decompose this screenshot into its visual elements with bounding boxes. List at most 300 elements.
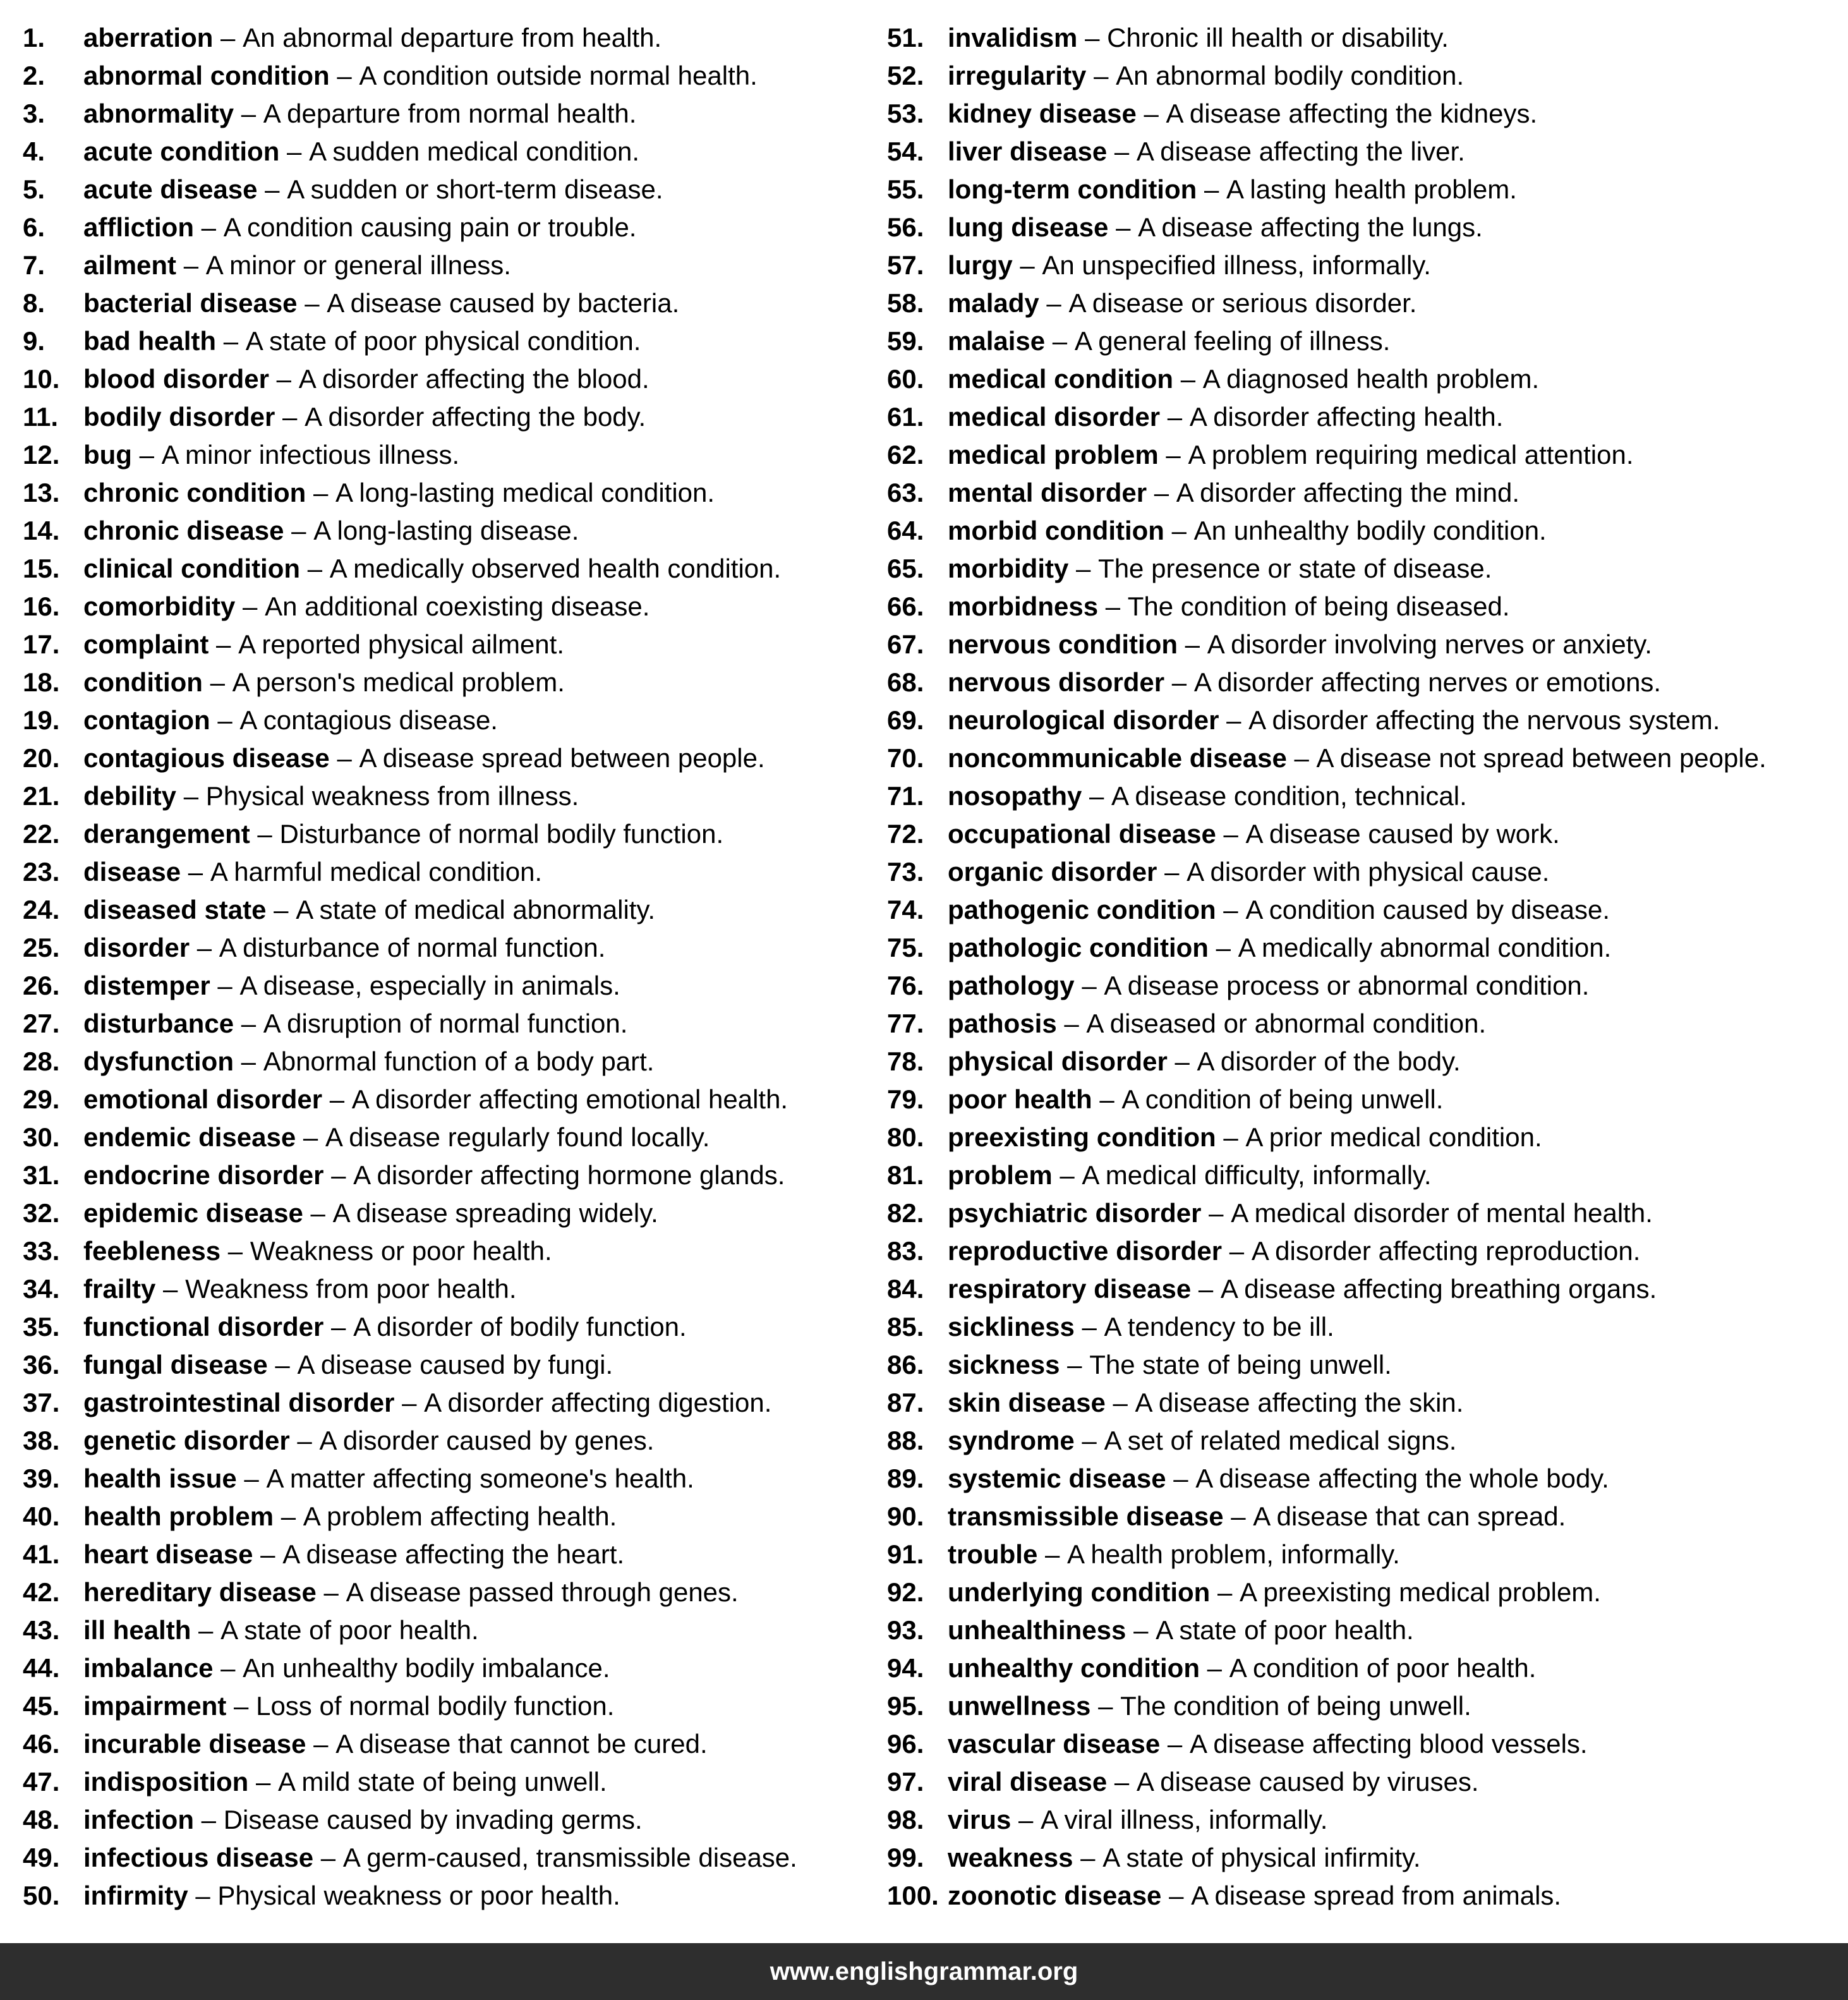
- item-definition: A long-lasting disease.: [313, 516, 579, 545]
- item-separator: –: [284, 516, 314, 545]
- item-definition: A disorder affecting nerves or emotions.: [1193, 667, 1662, 697]
- list-item: [23, 57, 869, 95]
- item-separator: –: [176, 781, 206, 811]
- list-item: [23, 398, 869, 436]
- item-term: psychiatric disorder: [948, 1198, 1202, 1228]
- item-number: 82.: [887, 1198, 924, 1228]
- list-item: [887, 1346, 1835, 1384]
- item-number: 67.: [887, 629, 924, 659]
- item-term: morbidness: [948, 591, 1099, 621]
- item-number: 1.: [23, 23, 45, 52]
- item-definition: An unhealthy bodily condition.: [1193, 516, 1547, 545]
- item-term: impairment: [83, 1691, 227, 1721]
- list-item: [23, 1081, 869, 1118]
- item-number: 37.: [23, 1388, 60, 1417]
- item-separator: –: [1216, 895, 1246, 924]
- item-definition: A condition causing pain or trouble.: [223, 212, 637, 242]
- list-item: [23, 1649, 869, 1687]
- item-definition: The state of being unwell.: [1089, 1350, 1392, 1379]
- item-definition: A disease not spread between people.: [1316, 743, 1766, 773]
- item-number: 8.: [23, 288, 45, 318]
- list-item: [887, 626, 1835, 664]
- item-separator: –: [234, 99, 263, 128]
- item-separator: –: [234, 1046, 263, 1076]
- item-term: disturbance: [83, 1009, 234, 1038]
- item-number: 98.: [887, 1805, 924, 1834]
- list-item: [23, 777, 869, 815]
- list-item: [887, 19, 1835, 57]
- list-item: [23, 1801, 869, 1839]
- item-number: 28.: [23, 1046, 60, 1076]
- list-item: [887, 777, 1835, 815]
- item-definition: A disorder affecting emotional health.: [351, 1084, 788, 1114]
- item-number: 33.: [23, 1236, 60, 1266]
- item-separator: –: [1222, 1236, 1252, 1266]
- list-item: [887, 1005, 1835, 1043]
- list-item: [887, 284, 1835, 322]
- item-term: endocrine disorder: [83, 1160, 324, 1190]
- list-item: [23, 246, 869, 284]
- item-term: ill health: [83, 1615, 191, 1645]
- item-separator: –: [329, 61, 359, 90]
- item-definition: The presence or state of disease.: [1098, 554, 1492, 583]
- item-separator: –: [279, 136, 310, 166]
- item-separator: –: [300, 554, 330, 583]
- item-separator: –: [210, 971, 240, 1000]
- item-number: 74.: [887, 895, 924, 924]
- item-number: 38.: [23, 1426, 60, 1455]
- list-item: [23, 284, 869, 322]
- item-number: 94.: [887, 1653, 924, 1683]
- item-definition: A matter affecting someone's health.: [266, 1464, 694, 1493]
- item-term: respiratory disease: [948, 1274, 1192, 1304]
- item-term: fungal disease: [83, 1350, 268, 1379]
- item-definition: An additional coexisting disease.: [265, 591, 650, 621]
- item-term: long-term condition: [948, 174, 1197, 204]
- item-separator: –: [1060, 1350, 1090, 1379]
- item-separator: –: [155, 1274, 186, 1304]
- item-definition: A disturbance of normal function.: [219, 933, 606, 962]
- list-item: [887, 398, 1835, 436]
- item-definition: A disease spreading widely.: [332, 1198, 658, 1228]
- list-item: [887, 1877, 1835, 1915]
- item-number: 29.: [23, 1084, 60, 1114]
- item-separator: –: [213, 1653, 243, 1683]
- item-number: 53.: [887, 99, 924, 128]
- list-item: [23, 322, 869, 360]
- item-term: nosopathy: [948, 781, 1082, 811]
- item-term: comorbidity: [83, 591, 236, 621]
- item-term: infectious disease: [83, 1843, 314, 1872]
- list-item: [887, 1232, 1835, 1270]
- item-term: functional disorder: [83, 1312, 324, 1342]
- list-item: [887, 1573, 1835, 1611]
- item-definition: A diagnosed health problem.: [1202, 364, 1540, 394]
- item-definition: A preexisting medical problem.: [1240, 1577, 1601, 1607]
- list-item: [887, 853, 1835, 891]
- item-separator: –: [1166, 1464, 1196, 1493]
- item-term: physical disorder: [948, 1046, 1168, 1076]
- item-number: 21.: [23, 781, 60, 811]
- item-definition: An abnormal bodily condition.: [1116, 61, 1465, 90]
- item-term: poor health: [948, 1084, 1092, 1114]
- item-number: 32.: [23, 1198, 60, 1228]
- item-number: 99.: [887, 1843, 924, 1872]
- item-definition: A problem affecting health.: [303, 1501, 617, 1531]
- item-definition: A sudden medical condition.: [309, 136, 640, 166]
- item-definition: A state of poor health.: [1156, 1615, 1414, 1645]
- item-term: lung disease: [948, 212, 1109, 242]
- item-term: skin disease: [948, 1388, 1106, 1417]
- item-separator: –: [1223, 1501, 1253, 1531]
- item-number: 17.: [23, 629, 60, 659]
- item-definition: A viral illness, informally.: [1041, 1805, 1328, 1834]
- item-separator: –: [1074, 1426, 1104, 1455]
- item-definition: A mild state of being unwell.: [278, 1767, 607, 1797]
- item-number: 41.: [23, 1539, 60, 1569]
- item-separator: –: [213, 23, 243, 52]
- item-separator: –: [1074, 1312, 1104, 1342]
- item-term: unhealthiness: [948, 1615, 1126, 1645]
- item-number: 78.: [887, 1046, 924, 1076]
- item-term: preexisting condition: [948, 1122, 1216, 1152]
- item-number: 76.: [887, 971, 924, 1000]
- word-list: [0, 19, 1848, 1915]
- item-separator: –: [210, 705, 240, 735]
- item-separator: –: [176, 250, 206, 280]
- item-term: distemper: [83, 971, 210, 1000]
- item-separator: –: [1056, 1009, 1087, 1038]
- item-definition: A disorder affecting digestion.: [424, 1388, 772, 1417]
- item-number: 89.: [887, 1464, 924, 1493]
- item-separator: –: [1216, 819, 1246, 849]
- list-item: [887, 1839, 1835, 1877]
- item-term: heart disease: [83, 1539, 253, 1569]
- list-item: [887, 891, 1835, 929]
- item-separator: –: [226, 1691, 257, 1721]
- item-number: 26.: [23, 971, 60, 1000]
- item-definition: An abnormal departure from health.: [243, 23, 662, 52]
- item-number: 35.: [23, 1312, 60, 1342]
- list-item: [23, 436, 869, 474]
- item-definition: Weakness or poor health.: [250, 1236, 552, 1266]
- list-item: [23, 550, 869, 588]
- item-separator: –: [1011, 1805, 1041, 1834]
- item-definition: A set of related medical signs.: [1104, 1426, 1457, 1455]
- item-number: 25.: [23, 933, 60, 962]
- list-item: [887, 1308, 1835, 1346]
- item-number: 30.: [23, 1122, 60, 1152]
- list-item: [887, 1384, 1835, 1422]
- item-separator: –: [267, 1350, 298, 1379]
- item-term: contagion: [83, 705, 210, 735]
- list-item: [887, 929, 1835, 967]
- item-number: 70.: [887, 743, 924, 773]
- list-item: [23, 19, 869, 57]
- item-number: 72.: [887, 819, 924, 849]
- item-definition: A disease affecting blood vessels.: [1189, 1729, 1588, 1759]
- item-definition: A disease affecting the kidneys.: [1166, 99, 1538, 128]
- item-definition: A medical difficulty, informally.: [1082, 1160, 1432, 1190]
- item-definition: A minor or general illness.: [205, 250, 511, 280]
- item-definition: Disturbance of normal bodily function.: [279, 819, 724, 849]
- item-definition: A disorder affecting the mind.: [1176, 478, 1520, 507]
- item-separator: –: [296, 1122, 325, 1152]
- item-term: vascular disease: [948, 1729, 1161, 1759]
- item-number: 54.: [887, 136, 924, 166]
- item-number: 68.: [887, 667, 924, 697]
- item-separator: –: [1147, 478, 1176, 507]
- item-term: acute disease: [83, 174, 258, 204]
- item-number: 56.: [887, 212, 924, 242]
- item-number: 77.: [887, 1009, 924, 1038]
- item-definition: A disease spread from animals.: [1191, 1881, 1562, 1910]
- item-term: unwellness: [948, 1691, 1091, 1721]
- item-term: acute condition: [83, 136, 280, 166]
- item-definition: A disease affecting the lungs.: [1138, 212, 1483, 242]
- item-separator: –: [1161, 1881, 1192, 1910]
- item-separator: –: [208, 629, 239, 659]
- list-item: [23, 512, 869, 550]
- item-number: 40.: [23, 1501, 60, 1531]
- list-item: [23, 209, 869, 246]
- item-definition: Loss of normal bodily function.: [256, 1691, 615, 1721]
- list-item: [23, 1156, 869, 1194]
- list-item: [23, 1877, 869, 1915]
- item-separator: –: [1086, 61, 1116, 90]
- list-item: [23, 1611, 869, 1649]
- item-number: 87.: [887, 1388, 924, 1417]
- item-number: 86.: [887, 1350, 924, 1379]
- list-item: [23, 1118, 869, 1156]
- list-item: [887, 360, 1835, 398]
- item-separator: –: [188, 1881, 218, 1910]
- item-term: malaise: [948, 326, 1046, 356]
- item-definition: A lasting health problem.: [1226, 174, 1517, 204]
- item-number: 43.: [23, 1615, 60, 1645]
- item-number: 88.: [887, 1426, 924, 1455]
- list-item: [887, 1536, 1835, 1573]
- item-term: sickliness: [948, 1312, 1075, 1342]
- list-item: [887, 1081, 1835, 1118]
- item-definition: A disease affecting the whole body.: [1195, 1464, 1609, 1493]
- item-number: 51.: [887, 23, 924, 52]
- item-term: syndrome: [948, 1426, 1075, 1455]
- item-term: infirmity: [83, 1881, 188, 1910]
- list-item: [23, 1270, 869, 1308]
- footer-url[interactable]: www.englishgrammar.org: [770, 1957, 1078, 1985]
- list-item: [887, 209, 1835, 246]
- item-definition: A condition of poor health.: [1229, 1653, 1537, 1683]
- item-number: 11.: [23, 402, 59, 432]
- item-definition: A general feeling of illness.: [1074, 326, 1391, 356]
- item-term: trouble: [948, 1539, 1038, 1569]
- item-separator: –: [194, 1805, 224, 1834]
- item-term: affliction: [83, 212, 194, 242]
- item-definition: A disorder affecting reproduction.: [1251, 1236, 1641, 1266]
- item-number: 59.: [887, 326, 924, 356]
- item-number: 4.: [23, 136, 45, 166]
- item-number: 34.: [23, 1274, 60, 1304]
- item-separator: –: [194, 212, 224, 242]
- item-term: unhealthy condition: [948, 1653, 1200, 1683]
- item-separator: –: [1178, 629, 1207, 659]
- item-number: 60.: [887, 364, 924, 394]
- item-term: gastrointestinal disorder: [83, 1388, 395, 1417]
- item-number: 52.: [887, 61, 924, 90]
- item-term: abnormality: [83, 99, 234, 128]
- item-separator: –: [1136, 99, 1166, 128]
- item-separator: –: [316, 1577, 346, 1607]
- item-separator: –: [313, 1843, 343, 1872]
- item-term: imbalance: [83, 1653, 214, 1683]
- item-separator: –: [1037, 1539, 1068, 1569]
- item-number: 12.: [23, 440, 60, 470]
- item-separator: –: [306, 1729, 336, 1759]
- item-separator: –: [234, 1009, 263, 1038]
- item-number: 13.: [23, 478, 60, 507]
- item-number: 2.: [23, 61, 45, 90]
- item-definition: A disorder of the body.: [1197, 1046, 1461, 1076]
- item-term: disease: [83, 857, 181, 887]
- list-item: [887, 1763, 1835, 1801]
- item-separator: –: [1098, 591, 1128, 621]
- item-definition: A condition caused by disease.: [1245, 895, 1610, 924]
- item-definition: A disease affecting the skin.: [1135, 1388, 1464, 1417]
- item-separator: –: [266, 895, 296, 924]
- item-term: chronic condition: [83, 478, 306, 507]
- item-separator: –: [1107, 1767, 1137, 1797]
- item-separator: –: [1068, 554, 1099, 583]
- item-term: malady: [948, 288, 1039, 318]
- list-item: [23, 133, 869, 171]
- list-item: [23, 1194, 869, 1232]
- list-item: [23, 1573, 869, 1611]
- item-definition: A disorder affecting the body.: [305, 402, 646, 432]
- item-separator: –: [306, 478, 336, 507]
- item-number: 91.: [887, 1539, 924, 1569]
- item-term: medical disorder: [948, 402, 1161, 432]
- item-term: organic disorder: [948, 857, 1157, 887]
- list-item: [887, 436, 1835, 474]
- item-definition: A disorder affecting health.: [1189, 402, 1504, 432]
- item-separator: –: [181, 857, 210, 887]
- item-separator: –: [303, 1198, 333, 1228]
- item-term: emotional disorder: [83, 1084, 323, 1114]
- item-definition: A disease, especially in animals.: [239, 971, 620, 1000]
- list-item: [23, 1725, 869, 1763]
- item-number: 61.: [887, 402, 924, 432]
- item-term: medical problem: [948, 440, 1159, 470]
- item-number: 5.: [23, 174, 45, 204]
- list-item: [23, 588, 869, 626]
- item-definition: A minor infectious illness.: [161, 440, 460, 470]
- item-separator: –: [1191, 1274, 1221, 1304]
- item-term: morbid condition: [948, 516, 1164, 545]
- list-item: [887, 967, 1835, 1005]
- item-term: bodily disorder: [83, 402, 275, 432]
- item-separator: –: [1197, 174, 1226, 204]
- item-definition: A sudden or short-term disease.: [287, 174, 663, 204]
- item-term: genetic disorder: [83, 1426, 290, 1455]
- list-item: [887, 1687, 1835, 1725]
- item-term: morbidity: [948, 554, 1069, 583]
- item-term: weakness: [948, 1843, 1073, 1872]
- item-term: invalidism: [948, 23, 1078, 52]
- item-definition: A disorder involving nerves or anxiety.: [1207, 629, 1652, 659]
- item-term: ailment: [83, 250, 177, 280]
- item-separator: –: [257, 174, 287, 204]
- list-item: [887, 1043, 1835, 1081]
- item-number: 55.: [887, 174, 924, 204]
- item-number: 83.: [887, 1236, 924, 1266]
- item-term: occupational disease: [948, 819, 1216, 849]
- item-separator: –: [1167, 1046, 1197, 1076]
- item-definition: A disease affecting the liver.: [1136, 136, 1465, 166]
- item-definition: The condition of being diseased.: [1127, 591, 1510, 621]
- item-number: 14.: [23, 516, 60, 545]
- list-item: [23, 1232, 869, 1270]
- item-term: zoonotic disease: [948, 1881, 1162, 1910]
- list-item: [887, 1649, 1835, 1687]
- list-item: [23, 1005, 869, 1043]
- item-definition: Chronic ill health or disability.: [1107, 23, 1449, 52]
- item-definition: A person's medical problem.: [232, 667, 565, 697]
- item-term: pathologic condition: [948, 933, 1209, 962]
- item-separator: –: [1052, 1160, 1082, 1190]
- item-definition: A problem requiring medical attention.: [1188, 440, 1634, 470]
- item-number: 48.: [23, 1805, 60, 1834]
- item-term: health issue: [83, 1464, 237, 1493]
- list-item: [887, 322, 1835, 360]
- item-definition: A disease regularly found locally.: [325, 1122, 710, 1152]
- item-separator: –: [220, 1236, 250, 1266]
- item-term: incurable disease: [83, 1729, 306, 1759]
- item-number: 95.: [887, 1691, 924, 1721]
- list-item: [23, 1763, 869, 1801]
- list-item: [887, 57, 1835, 95]
- item-definition: A condition of being unwell.: [1121, 1084, 1444, 1114]
- item-term: mental disorder: [948, 478, 1147, 507]
- item-number: 93.: [887, 1615, 924, 1645]
- item-definition: A departure from normal health.: [263, 99, 637, 128]
- list-item: [23, 626, 869, 664]
- item-separator: –: [1164, 516, 1194, 545]
- item-separator: –: [289, 1426, 320, 1455]
- list-item: [887, 1422, 1835, 1460]
- item-number: 63.: [887, 478, 924, 507]
- item-term: pathology: [948, 971, 1075, 1000]
- item-definition: A disease that can spread.: [1253, 1501, 1566, 1531]
- item-definition: A disorder of bodily function.: [353, 1312, 687, 1342]
- list-item: [23, 815, 869, 853]
- item-term: chronic disease: [83, 516, 284, 545]
- item-definition: A state of poor health.: [220, 1615, 479, 1645]
- word-list-column-left: [23, 19, 869, 1915]
- list-item: [23, 1460, 869, 1498]
- item-number: 15.: [23, 554, 60, 583]
- item-number: 85.: [887, 1312, 924, 1342]
- item-number: 31.: [23, 1160, 60, 1190]
- item-separator: –: [131, 440, 162, 470]
- item-number: 49.: [23, 1843, 60, 1872]
- item-separator: –: [1210, 1577, 1240, 1607]
- list-item: [23, 1498, 869, 1536]
- item-term: blood disorder: [83, 364, 269, 394]
- list-item: [887, 664, 1835, 701]
- item-number: 42.: [23, 1577, 60, 1607]
- item-separator: –: [202, 667, 233, 697]
